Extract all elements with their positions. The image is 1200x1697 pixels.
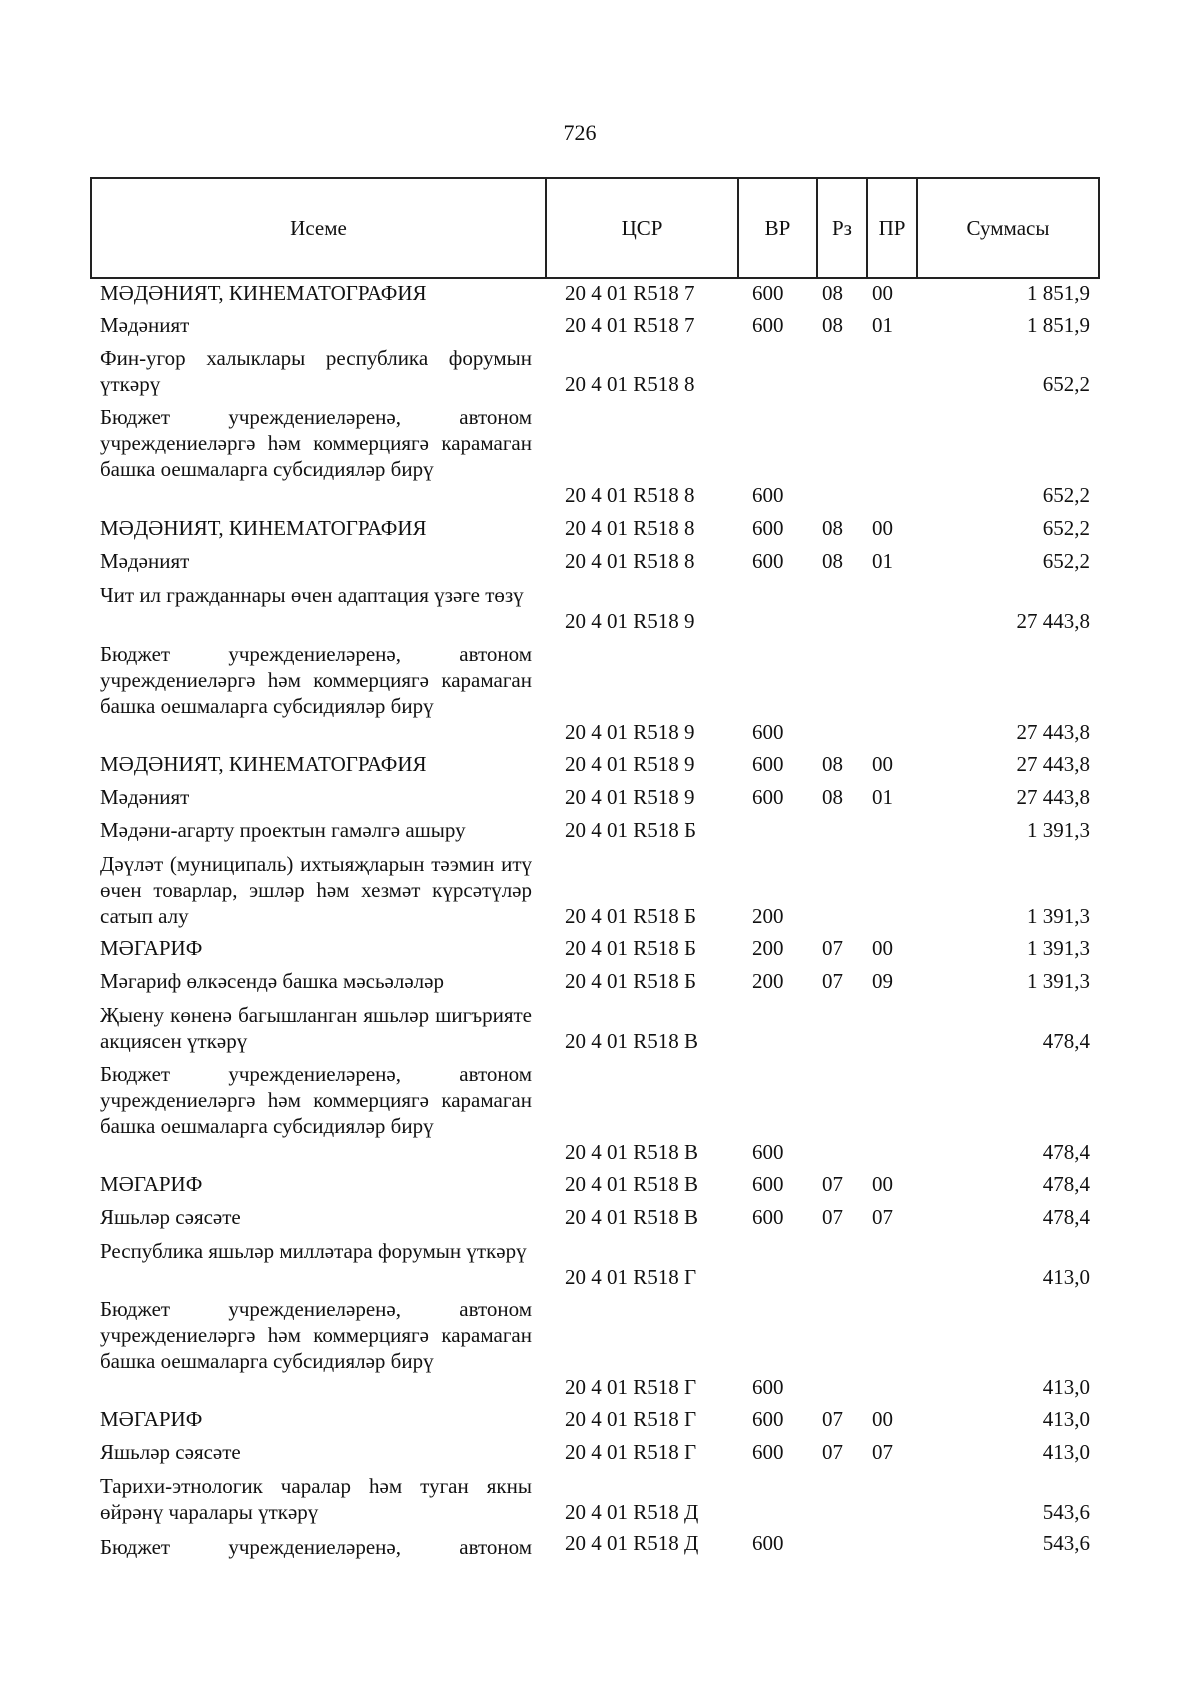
row-vr: 200 [752,904,784,928]
table-row [0,1002,1200,1054]
row-name: Фин-угор халыклары республика форумын үткәрү [100,346,532,396]
row-csr: 20 4 01 R518 7 [565,281,695,305]
column-header-vr: ВР [739,179,818,277]
row-name: Яшьләр сәясәте [100,1440,241,1464]
row-csr: 20 4 01 R518 8 [565,483,695,507]
table-row [0,1061,1200,1165]
row-csr: 20 4 01 R518 В [565,1140,699,1164]
row-rz: 08 [822,281,843,305]
table-row [0,312,1200,338]
row-sum: 1 851,9 [1027,281,1090,305]
row-csr: 20 4 01 R518 Д [565,1531,699,1555]
row-vr: 600 [752,1375,784,1399]
row-sum: 413,0 [1042,1375,1090,1399]
row-name: МӘГАРИФ [100,936,203,960]
row-rz: 08 [822,752,843,776]
row-sum: 27 443,8 [1016,720,1090,744]
row-pr: 07 [872,1205,893,1229]
row-csr: 20 4 01 R518 Г [565,1265,697,1289]
column-header-csr: ЦСР [547,179,739,277]
row-csr: 20 4 01 R518 Г [565,1375,697,1399]
page-number: 726 [563,120,597,145]
row-name: Чит ил гражданнары өчен адаптация үзәге төзү [100,583,524,607]
row-name: МӘДӘНИЯТ, КИНЕМАТОГРАФИЯ [100,516,427,540]
row-vr: 600 [752,281,784,305]
row-vr: 600 [752,720,784,744]
row-pr: 00 [872,516,893,540]
row-name: МӘГАРИФ [100,1407,203,1431]
row-name: Мәдәният [100,549,190,573]
row-vr: 600 [752,1531,784,1555]
row-pr: 09 [872,969,893,993]
row-sum: 27 443,8 [1016,785,1090,809]
row-sum: 543,6 [1042,1500,1090,1524]
row-pr: 00 [872,752,893,776]
row-csr: 20 4 01 R518 8 [565,549,695,573]
row-vr: 600 [752,549,784,573]
row-name: Бюджет учреждениеләренә, автоном учреждениеләргә һәм коммерциягә карамаган башка оешмаларга субсидияләр бирү [100,1297,532,1373]
row-rz: 08 [822,785,843,809]
row-vr: 600 [752,313,784,337]
row-name: МӘГАРИФ [100,1172,203,1196]
row-sum: 652,2 [1042,483,1090,507]
row-rz: 08 [822,313,843,337]
row-pr: 00 [872,1172,893,1196]
row-sum: 413,0 [1042,1265,1090,1289]
row-rz: 07 [822,1205,843,1229]
row-sum: 413,0 [1042,1407,1090,1431]
table-row [0,1473,1200,1525]
row-vr: 600 [752,752,784,776]
row-sum: 543,6 [1042,1531,1090,1555]
row-rz: 07 [822,1172,843,1196]
row-vr: 600 [752,516,784,540]
row-pr: 01 [872,785,893,809]
table-row [0,280,1200,306]
row-sum: 413,0 [1042,1440,1090,1464]
row-sum: 478,4 [1042,1140,1090,1164]
row-sum: 1 391,3 [1027,904,1090,928]
table-row [0,1296,1200,1400]
row-vr: 200 [752,969,784,993]
table-row [0,1204,1200,1230]
row-sum: 1 391,3 [1027,936,1090,960]
column-header-name: Исеме [92,179,547,277]
row-sum: 478,4 [1042,1172,1090,1196]
row-vr: 600 [752,1205,784,1229]
row-vr: 600 [752,483,784,507]
column-header-sum: Суммасы [966,215,1050,240]
table-row [0,345,1200,397]
row-csr: 20 4 01 R518 9 [565,609,695,633]
row-sum: 27 443,8 [1016,609,1090,633]
row-sum: 1 391,3 [1027,969,1090,993]
row-csr: 20 4 01 R518 В [565,1205,699,1229]
row-name: Дәүләт (муниципаль) ихтыяҗларын тәэмин итү өчен товарлар, эшләр һәм хезмәт күрсәтүләр сатып алу [100,852,532,928]
row-name: Мәгариф өлкәсендә башка мәсьәләләр [100,969,444,993]
table-row [0,1531,1200,1560]
row-vr: 600 [752,785,784,809]
row-name: МӘДӘНИЯТ, КИНЕМАТОГРАФИЯ [100,281,427,305]
row-name: Җыену көненә багышланган яшьләр шигърияте акциясен үткәрү [100,1003,532,1053]
row-csr: 20 4 01 R518 9 [565,752,695,776]
row-name: Республика яшьләр милләтара форумын үткәрү [100,1239,527,1263]
row-rz: 07 [822,1407,843,1431]
row-csr: 20 4 01 R518 Д [565,1500,699,1524]
table-row [0,1439,1200,1465]
row-name: Мәдәният [100,785,190,809]
row-csr: 20 4 01 R518 Б [565,904,697,928]
row-vr: 600 [752,1440,784,1464]
table-header [90,177,1100,279]
row-sum: 1 391,3 [1027,818,1090,842]
row-rz: 08 [822,516,843,540]
row-csr: 20 4 01 R518 8 [565,516,695,540]
row-sum: 652,2 [1042,516,1090,540]
row-csr: 20 4 01 R518 8 [565,372,695,396]
row-csr: 20 4 01 R518 Б [565,818,697,842]
row-sum: 652,2 [1042,372,1090,396]
row-csr: 20 4 01 R518 В [565,1172,699,1196]
row-csr: 20 4 01 R518 9 [565,720,695,744]
row-vr: 600 [752,1172,784,1196]
column-header-rz: Рз [818,179,868,277]
row-csr: 20 4 01 R518 Б [565,969,697,993]
row-csr: 20 4 01 R518 Г [565,1407,697,1431]
table-row [0,968,1200,994]
row-rz: 07 [822,969,843,993]
table-row [0,784,1200,810]
row-name: Бюджет учреждениеләренә, автоном [100,1535,532,1559]
table-row [0,1238,1200,1290]
table-row [0,404,1200,508]
row-name: Бюджет учреждениеләренә, автоном учреждениеләргә һәм коммерциягә карамаган башка оешмаларга субсидияләр бирү [100,642,532,718]
table-row [0,641,1200,745]
table-row [0,515,1200,541]
table-row [0,751,1200,777]
row-rz: 07 [822,1440,843,1464]
row-sum: 652,2 [1042,549,1090,573]
table-row [0,1171,1200,1197]
row-name: Бюджет учреждениеләренә, автоном учреждениеләргә һәм коммерциягә карамаган башка оешмаларга субсидияләр бирү [100,1062,532,1138]
row-csr: 20 4 01 R518 7 [565,313,695,337]
row-name: Яшьләр сәясәте [100,1205,241,1229]
row-name: Тарихи-этнологик чаралар һәм туган якны өйрәнү чаралары үткәрү [100,1474,532,1524]
row-sum: 478,4 [1042,1205,1090,1229]
row-csr: 20 4 01 R518 В [565,1029,699,1053]
row-vr: 600 [752,1407,784,1431]
table-row [0,935,1200,961]
row-name: Мәдәният [100,313,190,337]
row-csr: 20 4 01 R518 Г [565,1440,697,1464]
row-vr: 600 [752,1140,784,1164]
row-vr: 200 [752,936,784,960]
row-sum: 1 851,9 [1027,313,1090,337]
table-row [0,548,1200,574]
row-name: Бюджет учреждениеләренә, автоном учреждениеләргә һәм коммерциягә карамаган башка оешмаларга субсидияләр бирү [100,405,532,481]
row-pr: 00 [872,1407,893,1431]
table-row [0,851,1200,929]
row-name: МӘДӘНИЯТ, КИНЕМАТОГРАФИЯ [100,752,427,776]
row-csr: 20 4 01 R518 9 [565,785,695,809]
row-rz: 07 [822,936,843,960]
table-row [0,817,1200,843]
row-pr: 01 [872,549,893,573]
row-pr: 07 [872,1440,893,1464]
table-row [0,1406,1200,1432]
row-csr: 20 4 01 R518 Б [565,936,697,960]
row-sum: 478,4 [1042,1029,1090,1053]
row-name: Мәдәни-агарту проектын гамәлгә ашыру [100,818,466,842]
row-sum: 27 443,8 [1016,752,1090,776]
row-rz: 08 [822,549,843,573]
row-pr: 00 [872,936,893,960]
row-pr: 01 [872,313,893,337]
row-pr: 00 [872,281,893,305]
column-header-pr: ПР [868,179,918,277]
table-row [0,582,1200,634]
